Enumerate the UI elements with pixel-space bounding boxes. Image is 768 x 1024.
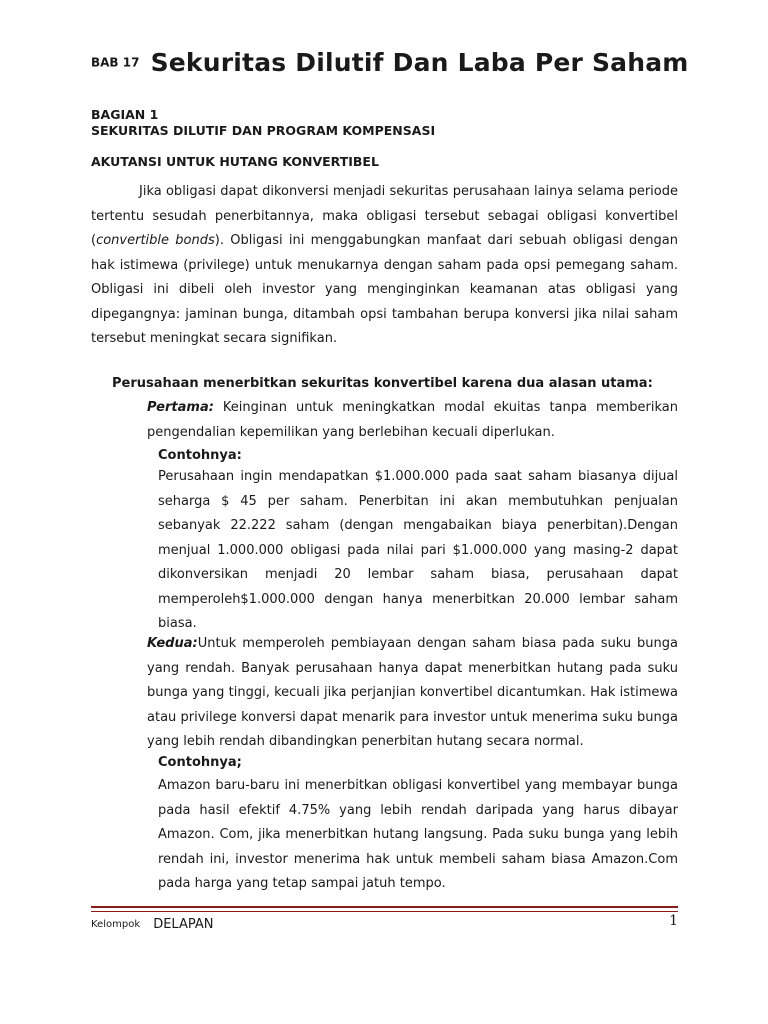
first-example-label: Contohnya: xyxy=(158,448,242,463)
intro-text-2: ). Obligasi ini menggabungkan manfaat dari sebuah obligasi dengan hak istimewa (privilege) untuk menukarnya dengan saham pada opsi pemegang saham. Obligasi ini dibeli oleh investor yang menginginkan keamanan atas obligasi yang dipegangnya: jaminan bunga, ditambah opsi tambahan berupa konversi jika nilai saham tersebut meningkat secara signifikan. xyxy=(91,233,678,346)
second-example xyxy=(158,774,678,897)
reasons-heading: Perusahaan menerbitkan sekuritas konvertibel karena dua alasan utama: xyxy=(112,376,653,391)
section-heading: AKUTANSI UNTUK HUTANG KONVERTIBEL xyxy=(91,154,379,169)
second-example-label: Contohnya; xyxy=(158,755,242,770)
part-title: SEKURITAS DILUTIF DAN PROGRAM KOMPENSASI xyxy=(91,123,436,138)
footer-group-label: Kelompok xyxy=(91,919,141,930)
first-example xyxy=(158,465,678,637)
intro-text-1: Jika obligasi dapat dikonversi menjadi sekuritas perusahaan lainya selama periode tertentu sesudah penerbitannya, maka obligasi tersebut sebagai obligasi konvertibel ( xyxy=(91,184,678,248)
first-reason-label: Pertama: xyxy=(147,400,214,415)
intro-paragraph xyxy=(91,180,678,352)
chapter-heading xyxy=(91,48,689,77)
first-reason-paragraph xyxy=(147,396,678,445)
second-example-text: Amazon baru-baru ini menerbitkan obligasi konvertibel yang membayar bunga pada hasil efektif 4.75% yang lebih rendah daripada yang harus dibayar Amazon. Com, jika menerbitkan hutang langsung. Pada suku bunga yang lebih rendah ini, investor menerima hak untuk membeli saham biasa Amazon.Com pada harga yang tetap sampai jatuh tempo. xyxy=(158,778,678,891)
first-reason-text: Keinginan untuk meningkatkan modal ekuitas tanpa memberikan pengendalian kepemilikan yang berlebihan kecuali diperlukan. xyxy=(147,400,678,440)
second-reason-paragraph xyxy=(147,632,678,755)
second-reason-text: Untuk memperoleh pembiayaan dengan saham biasa pada suku bunga yang rendah. Banyak perusahaan hanya dapat menerbitkan hutang pada suku bunga yang tinggi, kecuali jika perjanjian konvertibel dicantumkan. Hak istimewa atau privilege konversi dapat menarik para investor untuk menerima suku bunga yang lebih rendah dibandingkan penerbitan hutang secara normal. xyxy=(147,636,678,749)
first-example-text: Perusahaan ingin mendapatkan $1.000.000 pada saat saham biasanya dijual seharga $ 45 per saham. Penerbitan ini akan membutuhkan penjualan sebanyak 22.222 saham (dengan mengabaikan biaya penerbitan).Dengan menjual 1.000.000 obligasi pada nilai pari $1.000.000 yang masing-2 dapat dikonversikan menjadi 20 lembar saham biasa, perusahaan dapat memperoleh$1.000.000 dengan hanya menerbitkan 20.000 lembar saham biasa. xyxy=(158,469,678,631)
intro-block xyxy=(91,180,678,352)
part-label: BAGIAN 1 xyxy=(91,107,159,122)
footer-rule-thin xyxy=(91,911,678,912)
chapter-label: BAB 17 xyxy=(91,55,140,70)
first-reason xyxy=(147,396,678,445)
second-reason xyxy=(147,632,678,755)
second-reason-label: Kedua: xyxy=(147,636,198,651)
footer-group-name: DELAPAN xyxy=(153,917,214,932)
page-number: 1 xyxy=(669,913,678,929)
footer-rule-thick xyxy=(91,906,678,908)
chapter-title: Sekuritas Dilutif Dan Laba Per Saham xyxy=(150,48,689,77)
footer-group xyxy=(91,914,214,933)
intro-term: convertible bonds xyxy=(96,233,215,248)
